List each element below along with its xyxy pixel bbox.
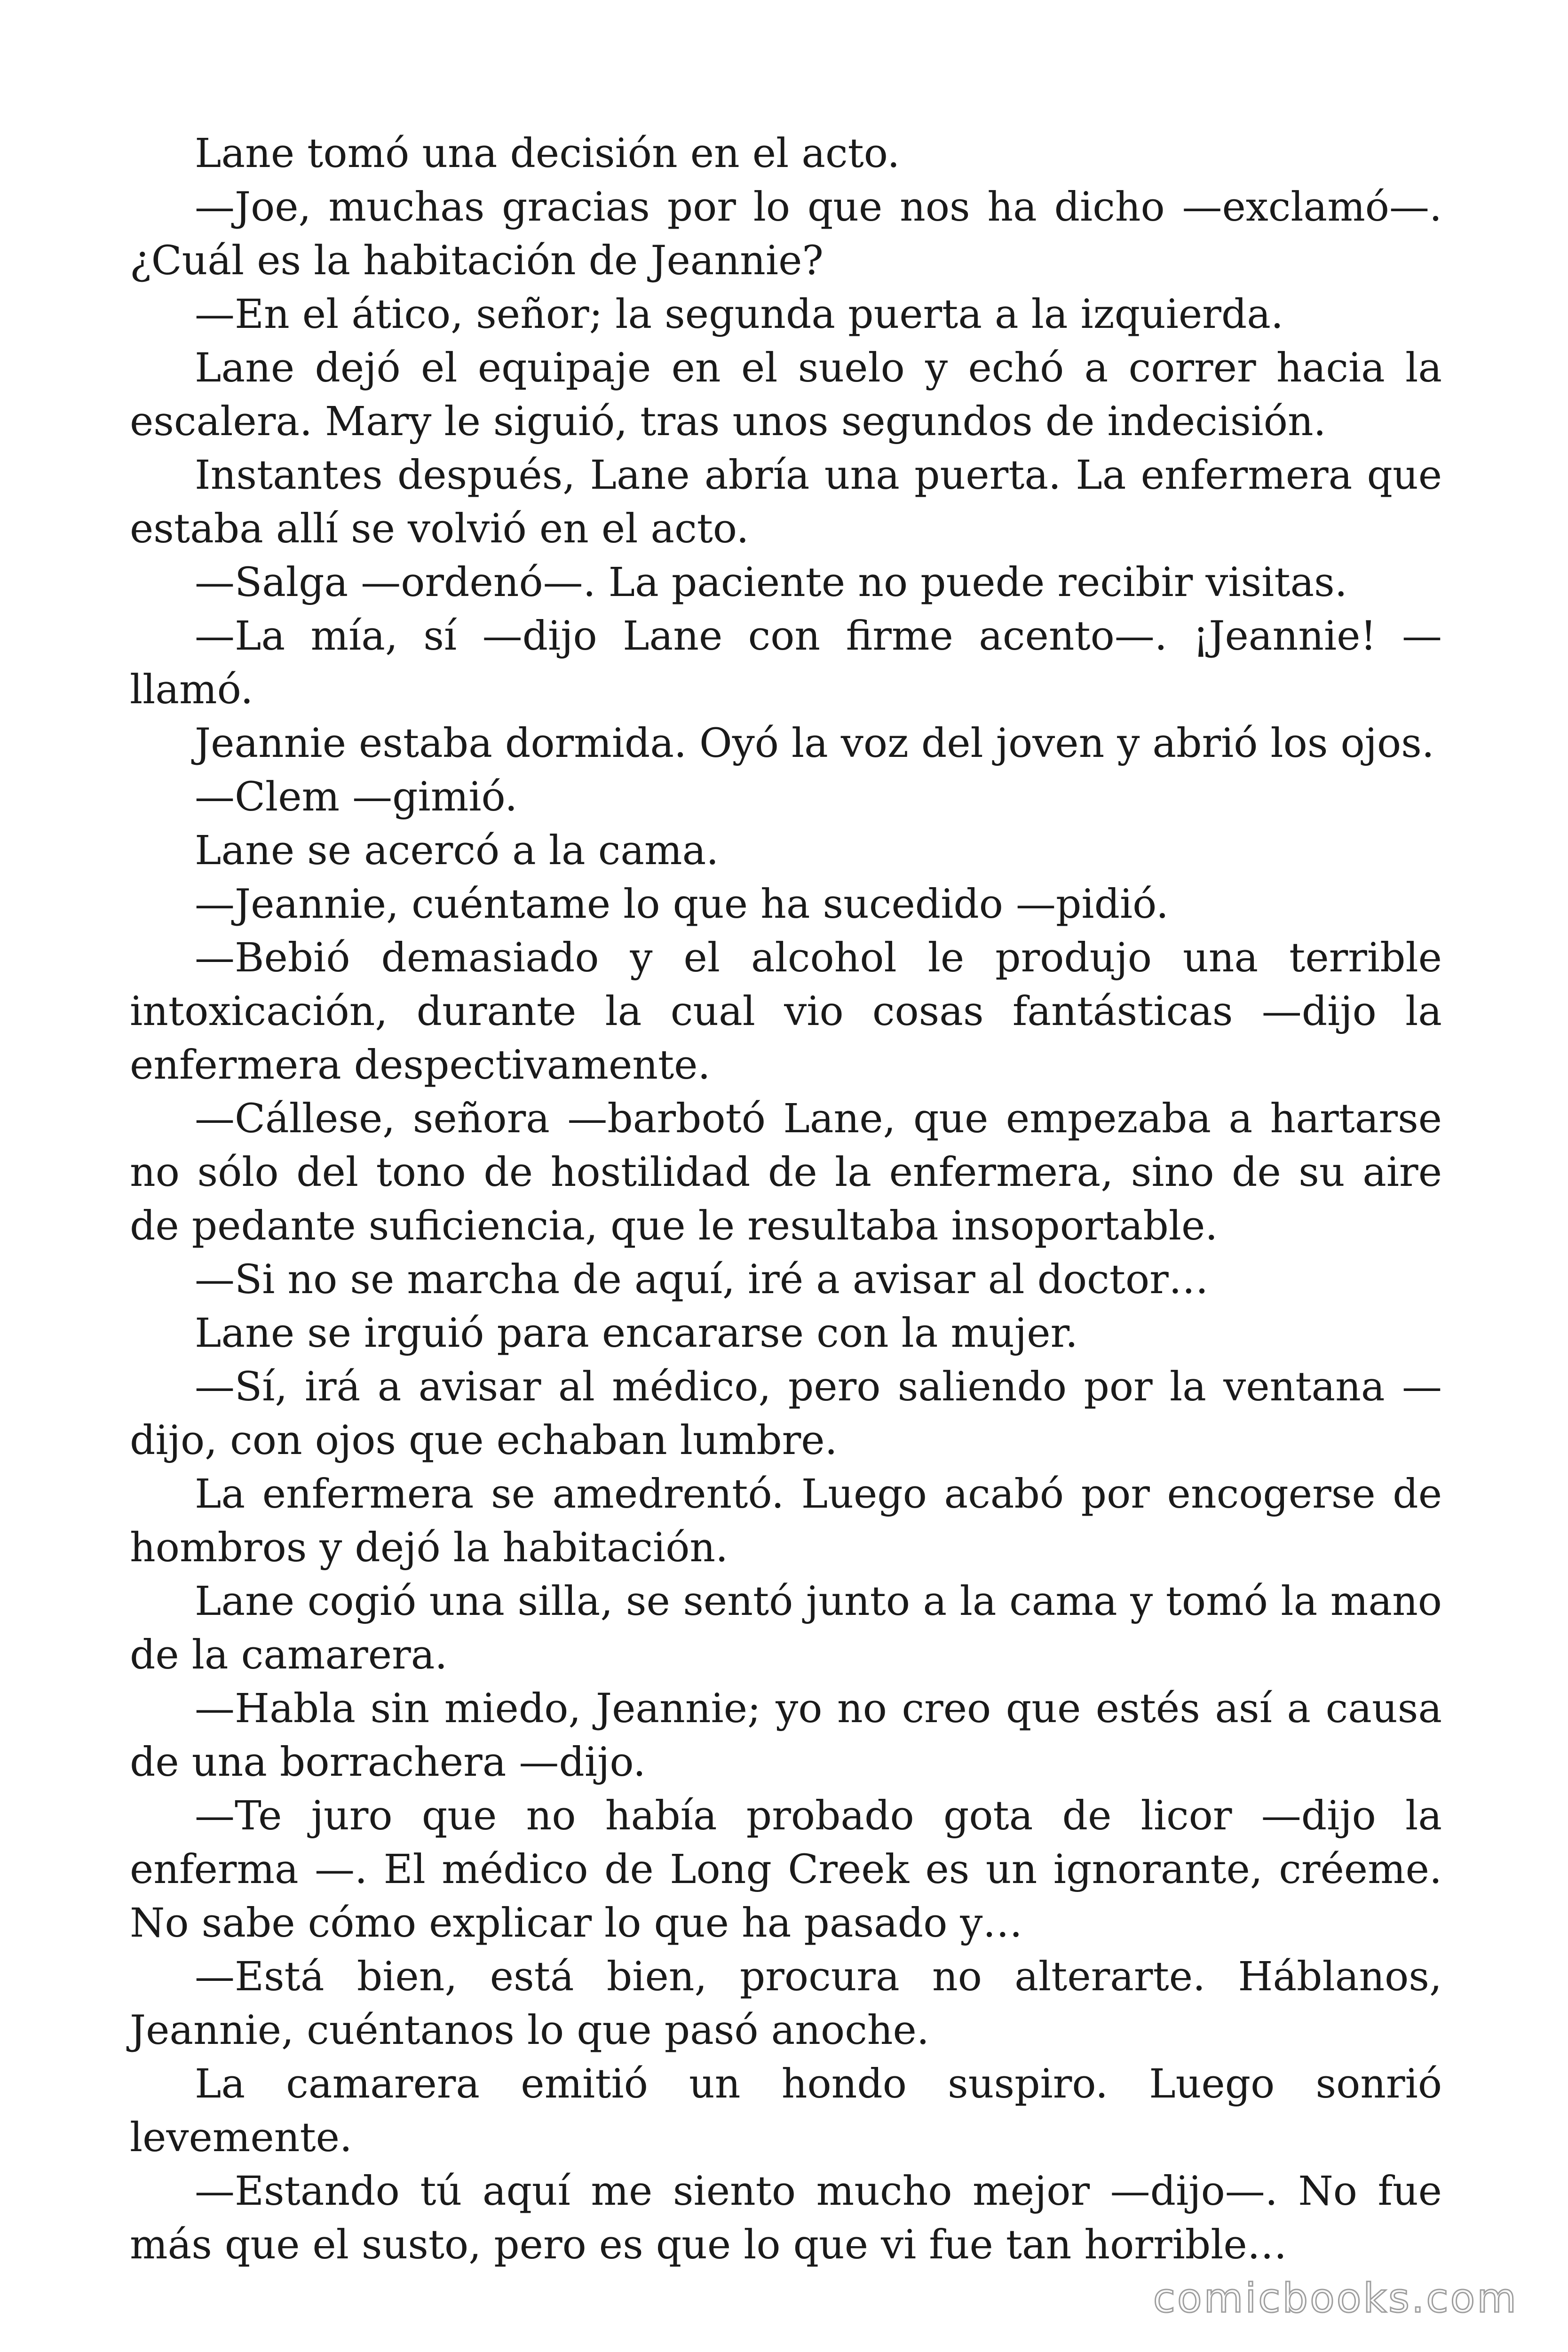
paragraph: Lane se acercó a la cama. [195,827,719,874]
paragraph: —Estando tú aquí me siento mucho mejor —dijo—. No fue más que el susto, pero es que lo que vi fue tan horrible… [130,2168,1442,2268]
paragraph: —Jeannie, cuéntame lo que ha sucedido —pidió. [195,881,1169,928]
paragraph: —Está bien, está bien, procura no alterarte. Háblanos, Jeannie, cuéntanos lo que pasó anoche. [130,1954,1442,2054]
paragraph: —Bebió demasiado y el alcohol le produjo una terrible intoxicación, durante la cual vio cosas fantásticas —dijo la enfermera despectivamente. [130,935,1442,1089]
paragraph: Jeannie estaba dormida. Oyó la voz del joven y abrió los ojos. [195,720,1434,767]
paragraph: —La mía, sí —dijo Lane con firme acento—. ¡Jeannie! —llamó. [130,613,1442,713]
paragraph: —Te juro que no había probado gota de licor —dijo la enferma —. El médico de Long Creek es un ignorante, créeme. No sabe cómo explicar lo que ha pasado y… [130,1793,1442,1947]
paragraph: Instantes después, Lane abría una puerta. La enfermera que estaba allí se volvió en el acto. [130,452,1442,552]
paragraph: La camarera emitió un hondo suspiro. Luego sonrió levemente. [130,2061,1442,2161]
paragraph: —En el ático, señor; la segunda puerta a la izquierda. [195,291,1283,338]
paragraph: Lane cogió una silla, se sentó junto a la cama y tomó la mano de la camarera. [130,1578,1442,1678]
page-body-text [130,127,1442,2272]
paragraph: La enfermera se amedrentó. Luego acabó por encogerse de hombros y dejó la habitación. [130,1471,1442,1571]
paragraph: Lane dejó el equipaje en el suelo y echó a correr hacia la escalera. Mary le siguió, tras unos segundos de indecisión. [130,345,1442,445]
paragraph: —Clem —gimió. [195,774,518,820]
watermark-logo: comicbooks.com [1153,2275,1518,2322]
paragraph: —Joe, muchas gracias por lo que nos ha dicho —exclamó—. ¿Cuál es la habitación de Jeannie? [130,184,1442,284]
paragraph: —Habla sin miedo, Jeannie; yo no creo que estés así a causa de una borrachera —dijo. [130,1685,1442,1786]
paragraph: —Sí, irá a avisar al médico, pero saliendo por la ventana —dijo, con ojos que echaban lumbre. [130,1364,1442,1464]
paragraph: Lane se irguió para encararse con la mujer. [195,1310,1078,1357]
paragraph: —Salga —ordenó—. La paciente no puede recibir visitas. [195,559,1347,606]
paragraph: Lane tomó una decisión en el acto. [195,130,900,177]
paragraph: —Si no se marcha de aquí, iré a avisar al doctor… [195,1256,1209,1303]
paragraph: —Cállese, señora —barbotó Lane, que empezaba a hartarse no sólo del tono de hostilidad de la enfermera, sino de su aire de pedante suficiencia, que le resultaba insoportable. [130,1096,1442,1249]
